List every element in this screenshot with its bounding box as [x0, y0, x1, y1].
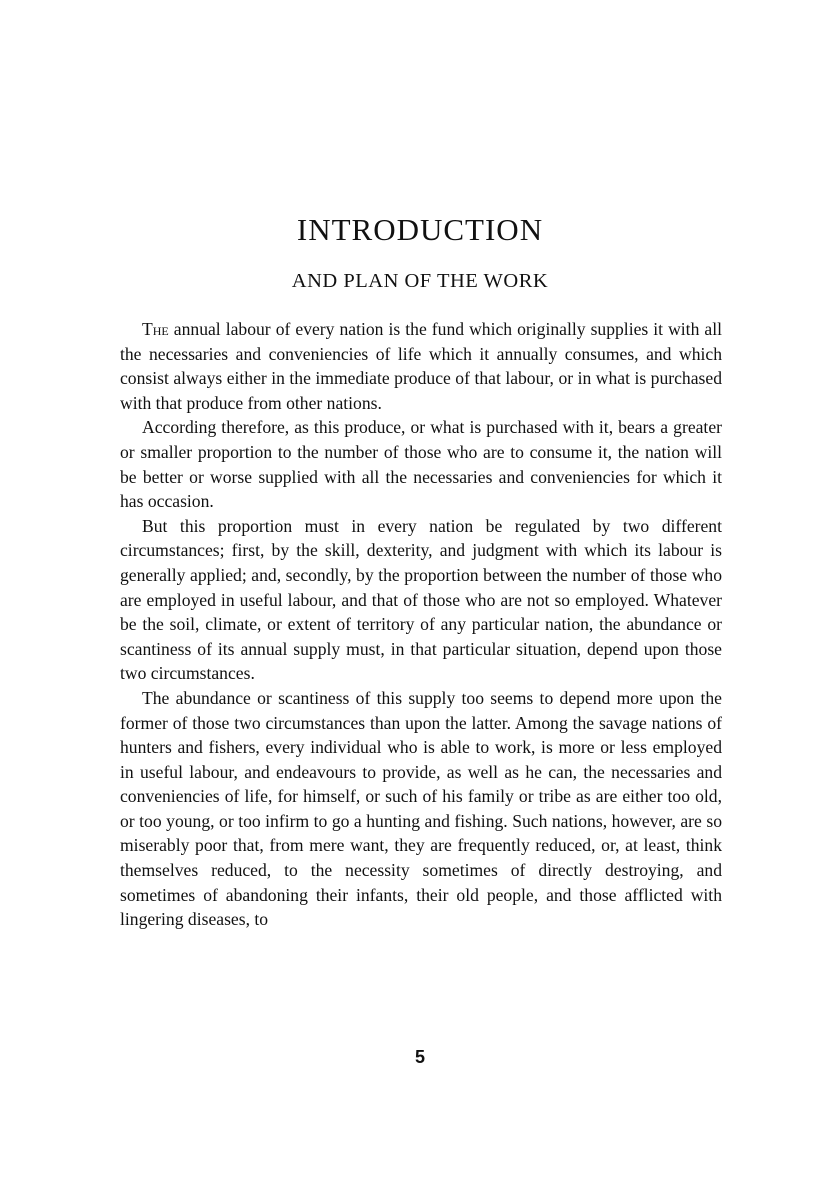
- page-number: 5: [414, 1047, 425, 1067]
- body-text: [120, 317, 722, 932]
- paragraph: But this proportion must in every nation be regulated by two different circumstances; first, by the skill, dexterity, and judgment with which its labour is generally applied; and, secondly, by the proportion between the number of those who are employed in useful labour, and that of those who are not so employed. Whatever be the soil, climate, or extent of territory of any particular nation, the abundance or scantiness of its annual supply must, in that particular situation, depend upon those two circumstances.: [120, 515, 722, 684]
- chapter-subtitle: AND PLAN OF THE WORK: [291, 270, 549, 292]
- paragraph-text: annual labour of every nation is the fund which originally supplies it with all the necessaries and conveniencies of life which it annually consumes, and which consist always either in the immediate produce of that labour, or in what is purchased with that produce from other nations.: [120, 319, 722, 413]
- paragraph: [120, 317, 722, 415]
- paragraph-lead-word: The: [142, 319, 169, 339]
- chapter-title: INTRODUCTION: [296, 212, 544, 247]
- paragraph: According therefore, as this produce, or what is purchased with it, bears a greater or smaller proportion to the number of those who are to consume it, the nation will be better or worse supplied with all the necessaries and conveniencies for which it has occasion.: [120, 417, 722, 512]
- paragraph: The abundance or scantiness of this supply too seems to depend more upon the former of those two circumstances than upon the latter. Among the savage nations of hunters and fishers, every individual who is able to work, is more or less employed in useful labour, and endeavours to provide, as well as he can, the necessaries and conveniencies of life, for himself, or such of his family or tribe as are either too old, or too young, or too infirm to go a hunting and fishing. Such nations, however, are so miserably poor that, from mere want, they are frequently reduced, or, at least, think themselves reduced, to the necessity sometimes of directly destroying, and sometimes of abandoning their infants, their old people, and those afflicted with lingering diseases, to: [120, 687, 722, 930]
